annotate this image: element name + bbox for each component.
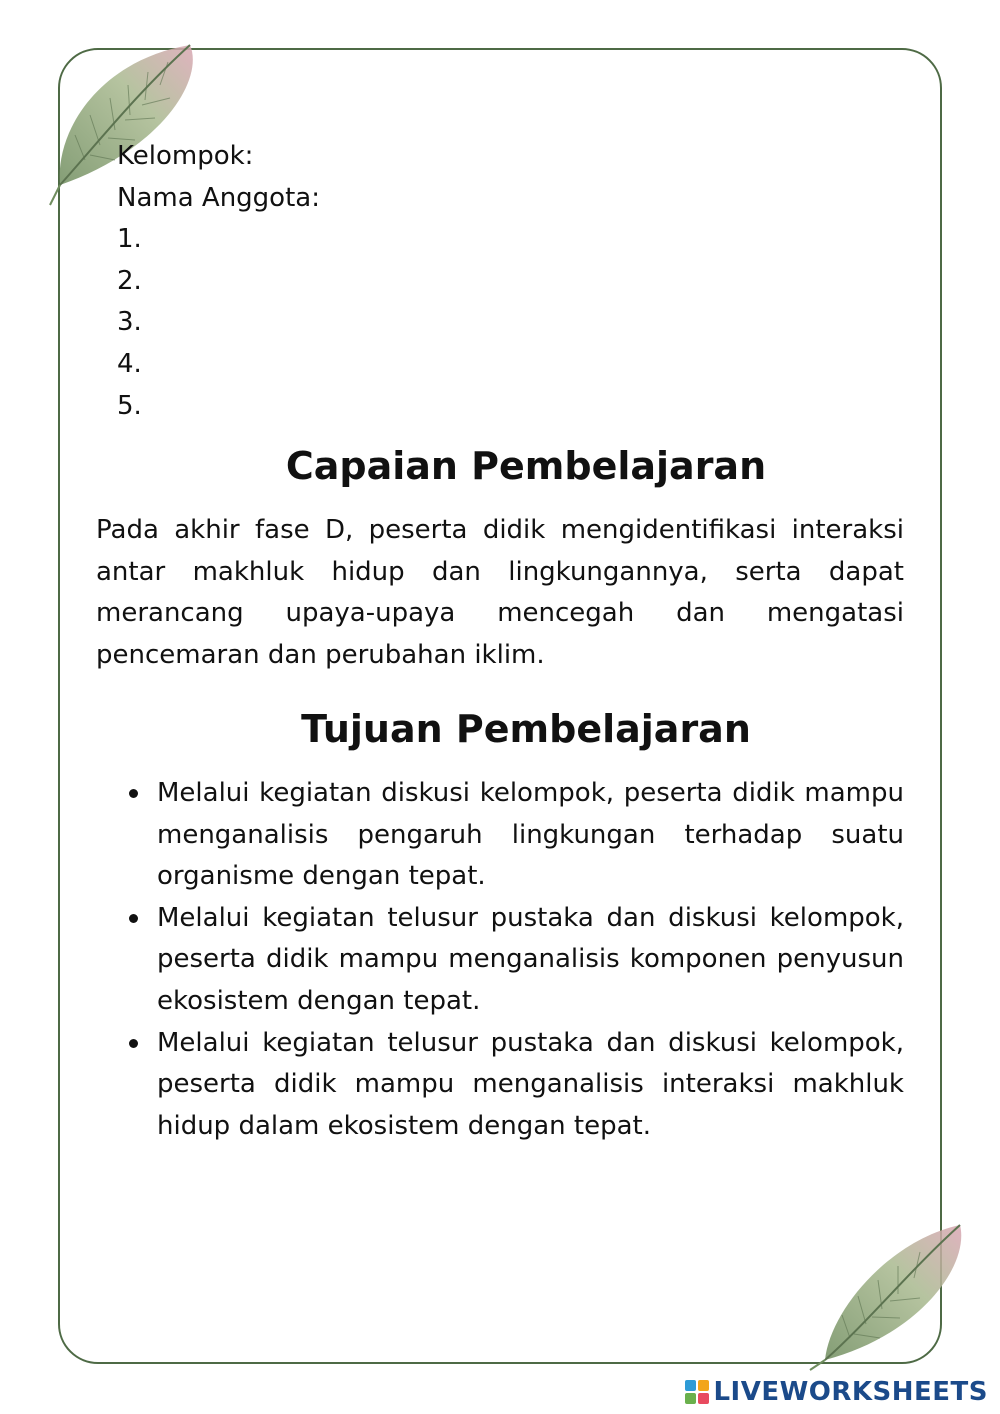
member-number: 5. (117, 390, 142, 421)
capaian-heading: Capaian Pembelajaran (285, 444, 767, 488)
tujuan-list (157, 773, 904, 1147)
capaian-text: Pada akhir fase D, peserta didik mengidentifikasi interaksi antar makhluk hidup dan lingkungannya, serta dapat merancang upaya-upaya mencegah dan mengatasi pencemaran dan perubahan iklim. (96, 515, 904, 670)
liveworksheets-brand (685, 1376, 988, 1408)
group-label: Kelompok: (117, 141, 254, 171)
member-number: 1. (117, 224, 142, 255)
liveworksheets-logo-icon (685, 1380, 709, 1404)
logo-tile (698, 1393, 709, 1404)
logo-tile (685, 1380, 696, 1391)
logo-tile (685, 1393, 696, 1404)
list-item: Melalui kegiatan telusur pustaka dan diskusi kelompok, peserta didik mampu menganalisis interaksi makhluk hidup dalam ekosistem dengan tepat. (157, 1023, 904, 1148)
leaf-decoration-bottom-icon (800, 1210, 990, 1380)
member-number: 2. (117, 265, 142, 296)
member-number: 4. (117, 348, 142, 379)
members-label: Nama Anggota: (117, 182, 320, 213)
logo-tile (698, 1380, 709, 1391)
list-item: Melalui kegiatan diskusi kelompok, peserta didik mampu menganalisis pengaruh lingkungan terhadap suatu organisme dengan tepat. (157, 773, 904, 898)
group-info (117, 136, 320, 427)
tujuan-heading: Tujuan Pembelajaran (301, 707, 751, 751)
list-item: Melalui kegiatan telusur pustaka dan diskusi kelompok, peserta didik mampu menganalisis komponen penyusun ekosistem dengan tepat. (157, 898, 904, 1023)
member-number: 3. (117, 307, 142, 338)
brand-name: LIVEWORKSHEETS (713, 1377, 988, 1407)
